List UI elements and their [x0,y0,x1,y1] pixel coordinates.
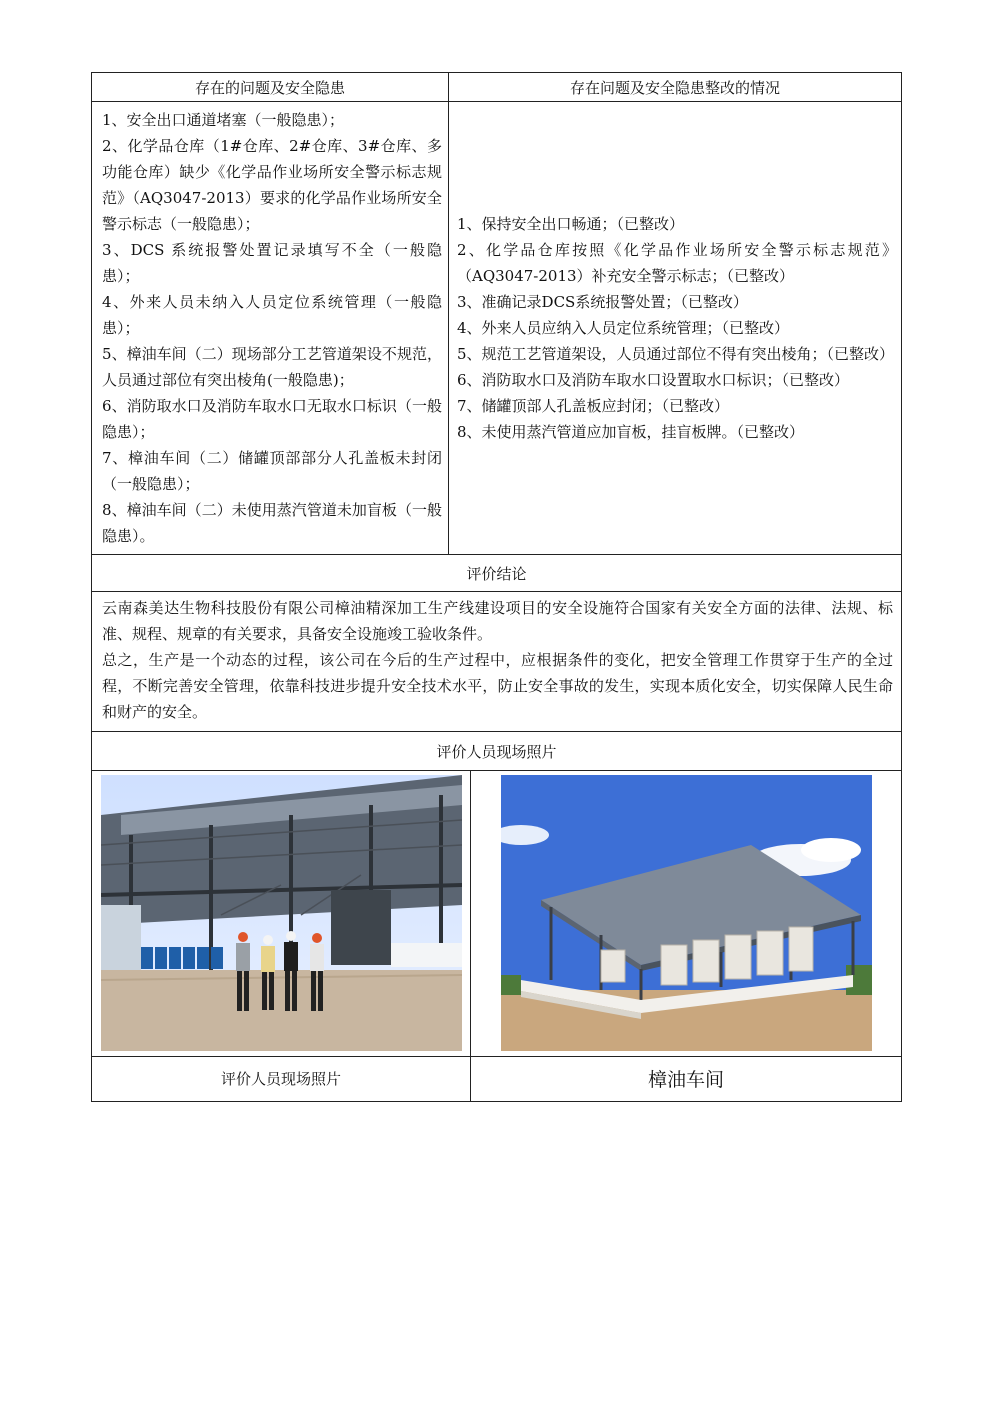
conclusion-header: 评价结论 [92,555,902,592]
left-photo-cell [92,770,471,1056]
problems-header: 存在的问题及安全隐患 [92,73,449,102]
camphor-oil-workshop-photo [501,775,872,1051]
problems-cell [92,102,449,555]
problem-item: 4、外来人员未纳入人员定位系统管理（一般隐患）； [102,293,442,337]
right-photo-cell [471,770,902,1056]
photo-table [91,770,902,1102]
rectification-item: 1、保持安全出口畅通；（已整改） [457,215,685,233]
team-onsite-photo [101,775,462,1051]
problem-item: 3、DCS 系统报警处置记录填写不全（一般隐患）； [102,241,442,285]
problem-item: 5、樟油车间（二）现场部分工艺管道架设不规范，人员通过部位有突出棱角(一般隐患)； [102,345,442,389]
problem-item: 6、消防取水口及消防车取水口无取水口标识（一般隐患）； [102,397,442,441]
right-photo-caption: 樟油车间 [471,1056,902,1101]
problem-item: 7、樟油车间（二）储罐顶部部分人孔盖板未封闭（一般隐患）； [102,449,442,493]
left-photo-caption: 评价人员现场照片 [92,1056,471,1101]
conclusion-paragraph: 总之，生产是一个动态的过程，该公司在今后的生产过程中，应根据条件的变化，把安全管理工作贯穿于生产的全过程，不断完善安全管理，依靠科技进步提升安全技术水平，防止安全事故的发生，实现本质化安全，切实保障人民生命和财产的安全。 [102,651,893,721]
rectification-item: 7、储罐顶部人孔盖板应封闭；（已整改） [457,397,730,415]
rectification-item: 8、未使用蒸汽管道应加盲板，挂盲板牌。（已整改） [457,423,805,441]
rectification-cell [449,102,902,555]
conclusion-paragraph: 云南森美达生物科技股份有限公司樟油精深加工生产线建设项目的安全设施符合国家有关安全方面的法律、法规、标准、规程、规章的有关要求，具备安全设施竣工验收条件。 [102,599,893,643]
rectification-item: 6、消防取水口及消防车取水口设置取水口标识；（已整改） [457,371,850,389]
rectification-item: 5、规范工艺管道架设，人员通过部位不得有突出棱角；（已整改） [457,345,895,363]
problem-item: 2、化学品仓库（1#仓库、2#仓库、3#仓库、多功能仓库）缺少《化学品作业场所安全警示标志规范》（AQ3047-2013）要求的化学品作业场所安全警示标志（一般隐患）； [102,137,442,233]
problem-item: 1、安全出口通道堵塞（一般隐患）； [102,111,345,129]
document-page [91,72,901,1102]
photos-header: 评价人员现场照片 [92,732,902,771]
rectification-item: 3、准确记录DCS系统报警处置；（已整改） [457,293,748,311]
rectification-item: 4、外来人员应纳入人员定位系统管理；（已整改） [457,319,790,337]
problem-item: 8、樟油车间（二）未使用蒸汽管道未加盲板（一般隐患）。 [102,501,442,545]
rectification-header: 存在问题及安全隐患整改的情况 [449,73,902,102]
conclusion-cell [92,592,902,732]
rectification-item: 2、化学品仓库按照《化学品作业场所安全警示标志规范》（AQ3047-2013）补充安全警示标志；（已整改） [457,241,897,285]
report-table [91,72,902,771]
